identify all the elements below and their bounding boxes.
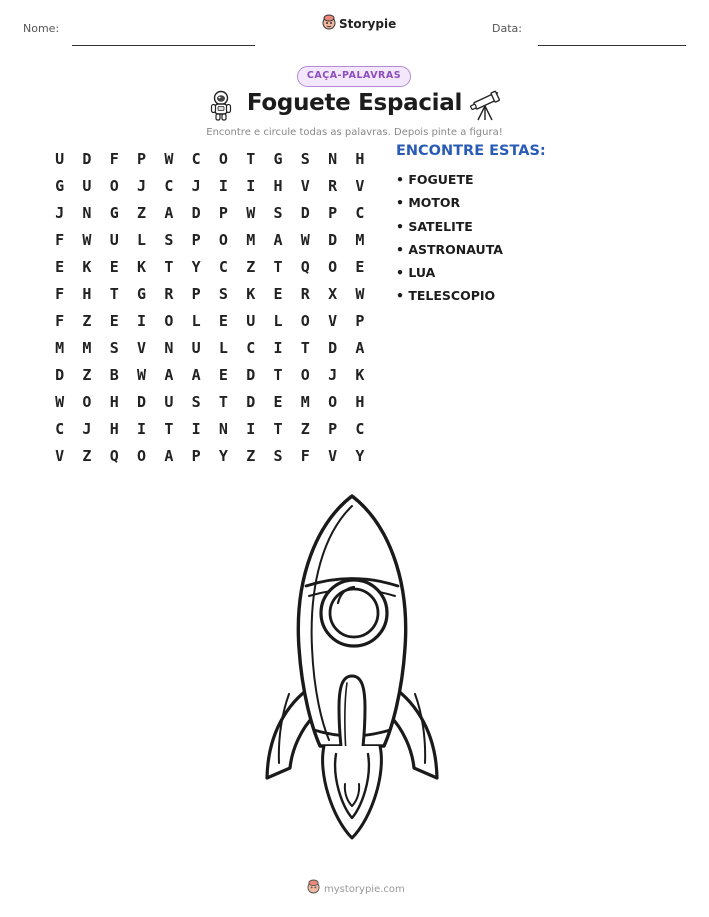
letter-cell[interactable]: G [273, 150, 283, 168]
letter-cell[interactable]: D [82, 150, 92, 168]
grid-row [46, 173, 374, 200]
letter-cell[interactable]: P [137, 150, 147, 168]
letter-cell[interactable]: K [355, 366, 365, 384]
letter-cell[interactable]: T [273, 258, 283, 276]
letter-cell[interactable]: L [191, 312, 201, 330]
letter-cell[interactable]: A [164, 204, 174, 222]
letter-cell[interactable]: T [300, 339, 310, 357]
letter-cell[interactable]: W [137, 366, 147, 384]
letter-cell[interactable]: D [191, 204, 201, 222]
grid-row [46, 416, 374, 443]
letter-cell[interactable]: G [109, 204, 119, 222]
letter-cell[interactable]: M [300, 393, 310, 411]
letter-cell[interactable]: M [82, 339, 92, 357]
letter-cell[interactable]: T [246, 150, 256, 168]
letter-cell[interactable]: D [246, 393, 256, 411]
letter-cell[interactable]: H [109, 393, 119, 411]
grid-row [46, 389, 374, 416]
letter-cell[interactable]: U [191, 339, 201, 357]
letter-cell[interactable]: Z [82, 312, 92, 330]
letter-cell[interactable]: I [137, 420, 147, 438]
storypie-logo-icon [322, 14, 336, 35]
letter-cell[interactable]: N [164, 339, 174, 357]
letter-cell[interactable]: Z [137, 204, 147, 222]
brand [322, 14, 396, 34]
word-list-item: • ASTRONAUTA [396, 241, 503, 257]
letter-cell[interactable]: C [355, 420, 365, 438]
word-search-grid[interactable] [46, 146, 374, 470]
letter-cell[interactable]: U [109, 231, 119, 249]
letter-cell[interactable]: V [328, 447, 338, 465]
letter-cell[interactable]: A [164, 447, 174, 465]
letter-cell[interactable]: V [328, 312, 338, 330]
letter-cell[interactable]: O [328, 258, 338, 276]
letter-cell[interactable]: P [191, 285, 201, 303]
letter-cell[interactable]: K [137, 258, 147, 276]
letter-cell[interactable]: Y [355, 447, 365, 465]
letter-cell[interactable]: H [109, 420, 119, 438]
letter-cell[interactable]: J [191, 177, 201, 195]
letter-cell[interactable]: C [164, 177, 174, 195]
letter-cell[interactable]: E [273, 393, 283, 411]
letter-cell[interactable]: T [273, 420, 283, 438]
brand-name: Storypie [339, 17, 397, 31]
letter-cell[interactable]: E [55, 258, 65, 276]
letter-cell[interactable]: A [164, 366, 174, 384]
letter-cell[interactable]: L [273, 312, 283, 330]
instructions: Encontre e circule todas as palavras. Depois pinte a figura! [206, 127, 503, 138]
letter-cell[interactable]: L [137, 231, 147, 249]
grid-row [46, 362, 374, 389]
letter-cell[interactable]: R [328, 177, 338, 195]
page-title: Foguete Espacial [246, 90, 463, 116]
letter-cell[interactable]: W [164, 150, 174, 168]
letter-cell[interactable]: P [328, 204, 338, 222]
letter-cell[interactable]: H [355, 150, 365, 168]
letter-cell[interactable]: S [164, 231, 174, 249]
letter-cell[interactable]: Y [191, 258, 201, 276]
letter-cell[interactable]: H [355, 393, 365, 411]
letter-cell[interactable]: L [218, 339, 228, 357]
letter-cell[interactable]: I [218, 177, 228, 195]
letter-cell[interactable]: I [191, 420, 201, 438]
letter-cell[interactable]: Q [109, 447, 119, 465]
letter-cell[interactable]: P [218, 204, 228, 222]
letter-cell[interactable]: W [82, 231, 92, 249]
letter-cell[interactable]: D [246, 366, 256, 384]
letter-cell[interactable]: E [218, 312, 228, 330]
letter-cell[interactable]: C [191, 150, 201, 168]
word-list-item: • MOTOR [396, 195, 461, 211]
letter-cell[interactable]: D [300, 204, 310, 222]
letter-cell[interactable]: U [164, 393, 174, 411]
letter-cell[interactable]: E [109, 312, 119, 330]
letter-cell[interactable]: N [218, 420, 228, 438]
letter-cell[interactable]: M [246, 231, 256, 249]
letter-cell[interactable]: D [328, 231, 338, 249]
grid-row [46, 443, 374, 470]
letter-cell[interactable]: I [273, 339, 283, 357]
letter-cell[interactable]: O [328, 393, 338, 411]
grid-row [46, 227, 374, 254]
letter-cell[interactable]: O [82, 393, 92, 411]
letter-cell[interactable]: V [355, 177, 365, 195]
letter-cell[interactable]: T [109, 285, 119, 303]
letter-cell[interactable]: T [218, 393, 228, 411]
letter-cell[interactable]: J [328, 366, 338, 384]
letter-cell[interactable]: V [55, 447, 65, 465]
letter-cell[interactable]: S [273, 204, 283, 222]
letter-cell[interactable]: Z [82, 366, 92, 384]
letter-cell[interactable]: W [55, 393, 65, 411]
letter-cell[interactable]: S [109, 339, 119, 357]
name-label: Nome: [23, 22, 60, 35]
letter-cell[interactable]: P [355, 312, 365, 330]
grid-row [46, 146, 374, 173]
letter-cell[interactable]: H [82, 285, 92, 303]
letter-cell[interactable]: V [300, 177, 310, 195]
letter-cell[interactable]: K [82, 258, 92, 276]
letter-cell[interactable]: F [55, 285, 65, 303]
rocket-illustration[interactable] [252, 488, 452, 858]
letter-cell[interactable]: K [246, 285, 256, 303]
word-list-item: • LUA [396, 265, 436, 281]
letter-cell[interactable]: W [355, 285, 365, 303]
letter-cell[interactable]: O [218, 231, 228, 249]
letter-cell[interactable]: A [191, 366, 201, 384]
letter-cell[interactable]: N [82, 204, 92, 222]
letter-cell[interactable]: R [300, 285, 310, 303]
word-list-item: • SATELITE [396, 218, 473, 234]
letter-cell[interactable]: C [218, 258, 228, 276]
letter-cell[interactable]: Z [82, 447, 92, 465]
letter-cell[interactable]: P [191, 231, 201, 249]
word-list-heading: ENCONTRE ESTAS: [396, 143, 546, 159]
letter-cell[interactable]: F [109, 150, 119, 168]
letter-cell[interactable]: O [218, 150, 228, 168]
letter-cell[interactable]: E [273, 285, 283, 303]
letter-cell[interactable]: E [109, 258, 119, 276]
letter-cell[interactable]: Z [246, 258, 256, 276]
letter-cell[interactable]: C [355, 204, 365, 222]
letter-cell[interactable]: U [55, 150, 65, 168]
letter-cell[interactable]: G [137, 285, 147, 303]
letter-cell[interactable]: P [191, 447, 201, 465]
header [0, 14, 709, 44]
letter-cell[interactable]: J [137, 177, 147, 195]
letter-cell[interactable]: F [300, 447, 310, 465]
letter-cell[interactable]: D [137, 393, 147, 411]
letter-cell[interactable]: E [355, 258, 365, 276]
letter-cell[interactable]: O [137, 447, 147, 465]
letter-cell[interactable]: J [55, 204, 65, 222]
letter-cell[interactable]: C [55, 420, 65, 438]
footer [307, 879, 405, 899]
letter-cell[interactable]: Y [218, 447, 228, 465]
letter-cell[interactable]: S [218, 285, 228, 303]
letter-cell[interactable]: U [246, 312, 256, 330]
letter-cell[interactable]: S [191, 393, 201, 411]
date-field[interactable] [538, 45, 686, 46]
letter-cell[interactable]: D [55, 366, 65, 384]
letter-cell[interactable]: R [164, 285, 174, 303]
letter-cell[interactable]: W [300, 231, 310, 249]
letter-cell[interactable]: M [355, 231, 365, 249]
name-field[interactable] [72, 45, 255, 46]
letter-cell[interactable]: Z [246, 447, 256, 465]
word-list-item: • TELESCOPIO [396, 288, 496, 304]
letter-cell[interactable]: X [328, 285, 338, 303]
letter-cell[interactable]: D [328, 339, 338, 357]
letter-cell[interactable]: G [55, 177, 65, 195]
letter-cell[interactable]: I [137, 312, 147, 330]
word-list-item: • FOGUETE [396, 172, 474, 187]
storypie-logo-icon [307, 879, 320, 899]
letter-cell[interactable]: Q [300, 258, 310, 276]
word-list [396, 170, 503, 310]
date-label: Data: [492, 22, 522, 35]
letter-cell[interactable]: I [246, 177, 256, 195]
letter-cell[interactable]: F [55, 312, 65, 330]
telescope-icon [468, 90, 502, 127]
grid-row [46, 254, 374, 281]
letter-cell[interactable]: U [82, 177, 92, 195]
grid-row [46, 200, 374, 227]
letter-cell[interactable]: I [246, 420, 256, 438]
letter-cell[interactable]: A [355, 339, 365, 357]
letter-cell[interactable]: O [109, 177, 119, 195]
letter-cell[interactable]: T [164, 420, 174, 438]
letter-cell[interactable]: B [109, 366, 119, 384]
letter-cell[interactable]: N [328, 150, 338, 168]
letter-cell[interactable]: A [273, 231, 283, 249]
letter-cell[interactable]: O [300, 366, 310, 384]
category-badge: CAÇA-PALAVRAS [297, 66, 411, 87]
letter-cell[interactable]: C [246, 339, 256, 357]
letter-cell[interactable]: F [55, 231, 65, 249]
letter-cell[interactable]: S [273, 447, 283, 465]
letter-cell[interactable]: T [273, 366, 283, 384]
grid-row [46, 281, 374, 308]
letter-cell[interactable]: W [246, 204, 256, 222]
letter-cell[interactable]: S [300, 150, 310, 168]
letter-cell[interactable]: Z [300, 420, 310, 438]
letter-cell[interactable]: H [273, 177, 283, 195]
letter-cell[interactable]: M [55, 339, 65, 357]
footer-site[interactable]: mystorypie.com [324, 883, 405, 895]
letter-cell[interactable]: T [164, 258, 174, 276]
grid-row [46, 335, 374, 362]
letter-cell[interactable]: E [218, 366, 228, 384]
letter-cell[interactable]: J [82, 420, 92, 438]
letter-cell[interactable]: V [137, 339, 147, 357]
letter-cell[interactable]: O [300, 312, 310, 330]
grid-row [46, 308, 374, 335]
letter-cell[interactable]: O [164, 312, 174, 330]
letter-cell[interactable]: P [328, 420, 338, 438]
